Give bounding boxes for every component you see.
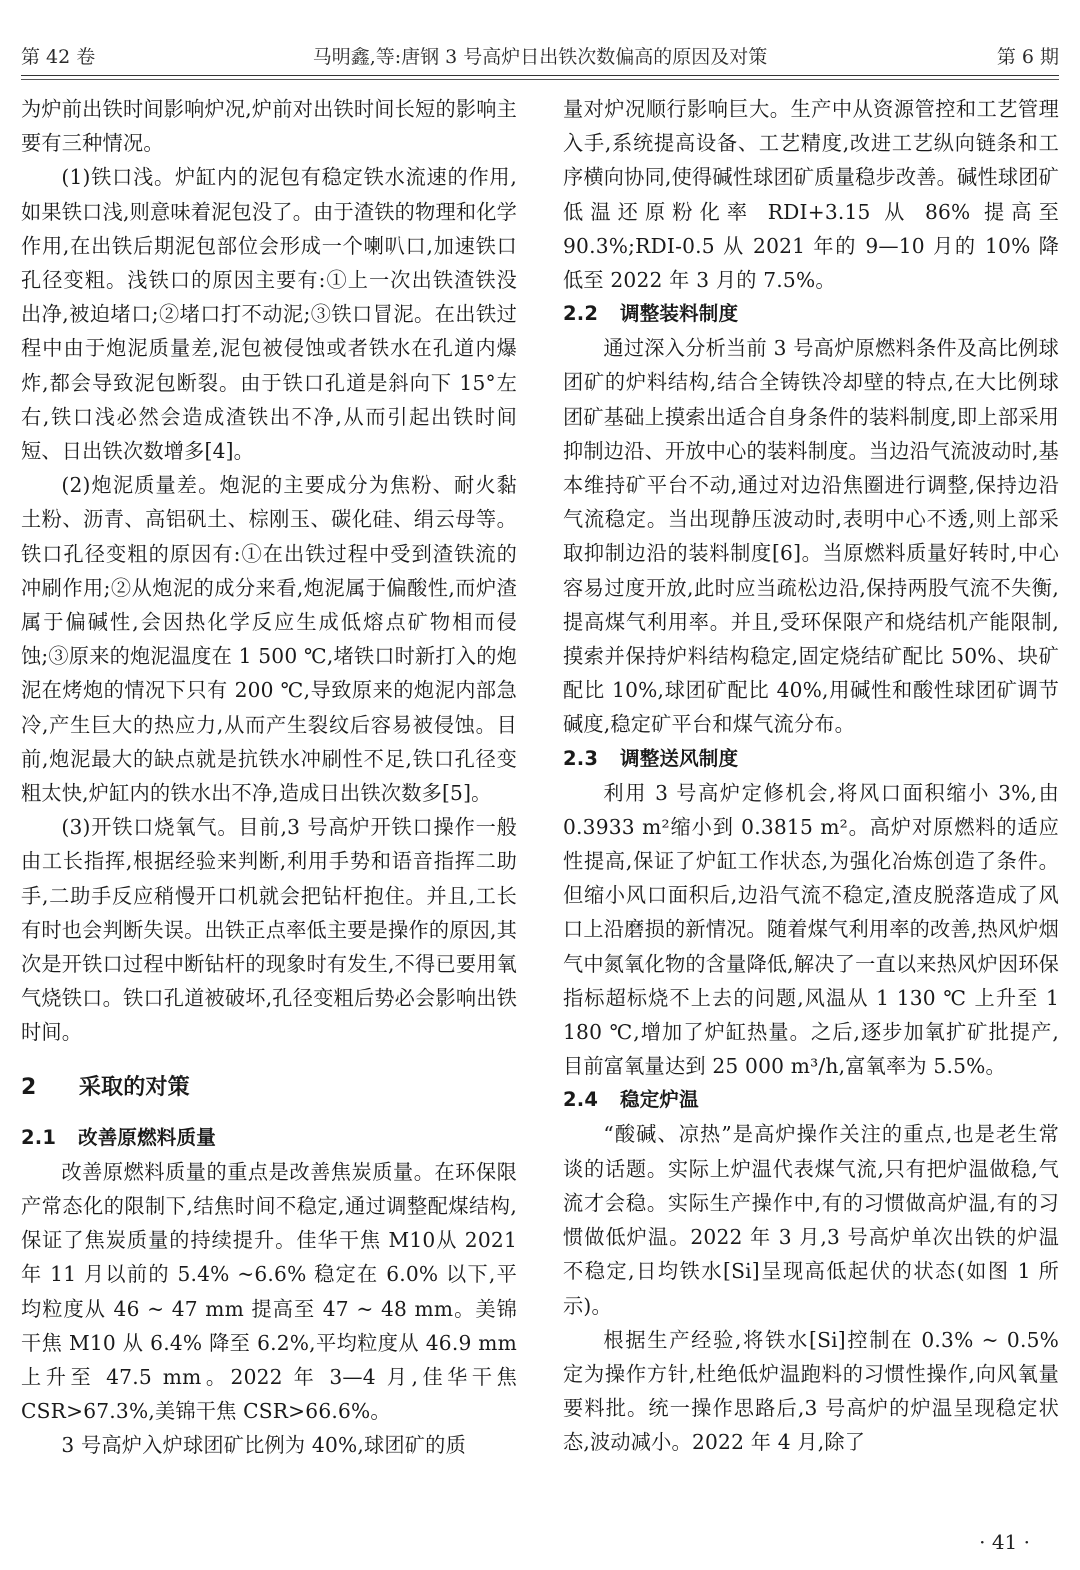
subsection-heading-2-3: [563, 742, 1059, 776]
volume-label: 第 42 卷: [21, 46, 96, 68]
paragraph-raw-fuel: 改善原燃料质量的重点是改善焦炭质量。在环保限产常态化的限制下,结焦时间不稳定,通过调整配煤结构,保证了焦炭质量的持续提升。佳华干焦 M10从 2021 年 11 月以前的 5.4% ~6.6% 稳定在 6.0% 以下,平均粒度从 46 ~ 47 mm 提高至 47 ~ 48 mm。美锦干焦 M10 从 6.4% 降至 6.2%,平均粒度从 46.9 mm 上升至 47.5 mm。2022 年 3—4 月,佳华干焦 CSR>67.3%,美锦干焦 CSR>66.6%。: [21, 1159, 517, 1424]
subsection-number: 2.4: [563, 1088, 599, 1112]
paragraph-si-control: 根据生产经验,将铁水[Si]控制在 0.3% ~ 0.5% 定为操作方针,杜绝低炉温跑料的习惯性操作,向风氧量要料批。统一操作思路后,3 号高炉的炉温呈现稳定状态,波动减小。2022 年 4 月,除了: [563, 1327, 1059, 1455]
paragraph-shallow-taphole: (1)铁口浅。炉缸内的泥包有稳定铁水流速的作用,如果铁口浅,则意味着泥包没了。由于渣铁的物理和化学作用,在出铁后期泥包部位会形成一个喇叭口,加速铁口孔径变粗。浅铁口的原因主要有:①上一次出铁渣铁没出净,被迫堵口;②堵口打不动泥;③铁口冒泥。在出铁过程中由于炮泥质量差,泥包被侵蚀或者铁水在孔道内爆炸,都会导致泥包断裂。由于铁口孔道是斜向下 15°左右,铁口浅必然会造成渣铁出不净,从而引起出铁时间短、日出铁次数增多[4]。: [21, 165, 517, 464]
section-number: 2: [21, 1074, 37, 1100]
right-column: [563, 92, 1059, 1460]
paragraph-clay-quality: (2)炮泥质量差。炮泥的主要成分为焦粉、耐火黏土粉、沥青、高铝矾土、棕刚玉、碳化硅、绢云母等。铁口孔径变粗的原因有:①在出铁过程中受到渣铁流的冲刷作用;②从炮泥的成分来看,炮泥属于偏酸性,而炉渣属于偏碱性,会因热化学反应生成低熔点矿物相而侵蚀;③原来的炮泥温度在 1 500 ℃,堵铁口时新打入的炮泥在烤炮的情况下只有 200 ℃,导致原来的炮泥内部急冷,产生巨大的热应力,从而产生裂纹后容易被侵蚀。目前,炮泥最大的缺点就是抗铁水冲刷性不足,铁口孔径变粗太快,炉缸内的铁水出不净,造成日出铁次数多[5]。: [21, 473, 517, 806]
subsection-heading-2-2: [563, 297, 1059, 331]
subsection-number: 2.3: [563, 746, 599, 770]
left-column: [21, 92, 517, 1463]
paragraph-furnace-temp: “酸碱、凉热”是高炉操作关注的重点,也是老生常谈的话题。实际上炉温代表煤气流,只有把炉温做稳,气流才会稳。实际生产操作中,有的习惯做高炉温,有的习惯做低炉温。2022 年 3 月,3 号高炉单次出铁的炉温不稳定,日均铁水[Si]呈现高低起伏的状态(如图 1 所示)。: [563, 1122, 1059, 1318]
paragraph-charging: 通过深入分析当前 3 号高炉原燃料条件及高比例球团矿的炉料结构,结合全铸铁冷却壁的特点,在大比例球团矿基础上摸索出适合自身条件的装料制度,即上部采用抑制边沿、开放中心的装料制度。当边沿气流波动时,基本维持矿平台不动,通过对边沿焦圈进行调整,保持边沿气流稳定。当出现静压波动时,表明中心不透,则上部采取抑制边沿的装料制度[6]。当原燃料质量好转时,中心容易过度开放,此时应当疏松边沿,保持两股气流不失衡,提高煤气利用率。并且,受环保限产和烧结机产能限制,摸索并保持炉料结构稳定,固定烧结矿配比 50%、块矿配比 10%,球团矿配比 40%,用碱性和酸性球团矿调节碱度,稳定矿平台和煤气流分布。: [563, 336, 1059, 737]
section-title: 采取的对策: [78, 1074, 190, 1100]
paragraph: 为炉前出铁时间影响炉况,炉前对出铁时间长短的影响主要有三种情况。: [21, 97, 517, 156]
running-head: [21, 40, 1059, 74]
paragraph-pellet: 3 号高炉入炉球团矿比例为 40%,球团矿的质: [61, 1433, 466, 1458]
subsection-number: 2.1: [21, 1125, 57, 1149]
subsection-title: 稳定炉温: [620, 1088, 699, 1112]
subsection-title: 调整装料制度: [620, 302, 739, 326]
section-heading-2: [21, 1071, 517, 1105]
subsection-title: 改善原燃料质量: [78, 1125, 216, 1149]
subsection-title: 调整送风制度: [620, 746, 739, 770]
page-number: · 41 ·: [979, 1530, 1030, 1554]
subsection-heading-2-1: [21, 1121, 517, 1155]
paragraph-oxygen-burning: (3)开铁口烧氧气。目前,3 号高炉开铁口操作一般由工长指挥,根据经验来判断,利用手势和语音指挥二助手,二助手反应稍慢开口机就会把钻杆抱住。并且,工长有时也会判断失误。出铁正点率低主要是操作的原因,其次是开铁口过程中断钻杆的现象时有发生,不得已要用氧气烧铁口。铁口孔道被破坏,孔径变粗后势必会影响出铁时间。: [21, 815, 517, 1045]
header-rule-thin: [21, 79, 1059, 80]
paragraph-pellet-cont: 量对炉况顺行影响巨大。生产中从资源管控和工艺管理入手,系统提高设备、工艺精度,改进工艺纵向链条和工序横向协同,使得碱性球团矿质量稳步改善。碱性球团矿低温还原粉化率 RDI+3.15 从 86% 提高至 90.3%;RDI-0.5 从 2021 年的 9—10 月的 10% 降低至 2022 年 3 月的 7.5%。: [563, 97, 1059, 293]
subsection-heading-2-4: [563, 1083, 1059, 1117]
subsection-number: 2.2: [563, 302, 599, 326]
issue-label: 第 6 期: [996, 46, 1059, 68]
article-title-header: 马明鑫,等:唐钢 3 号高炉日出铁次数偏高的原因及对策: [312, 46, 768, 68]
paragraph-blast: 利用 3 号高炉定修机会,将风口面积缩小 3%,由 0.3933 m²缩小到 0.3815 m²。高炉对原燃料的适应性提高,保证了炉缸工作状态,为强化冶炼创造了条件。但缩小风口面积后,边沿气流不稳定,渣皮脱落造成了风口上沿磨损的新情况。随着煤气利用率的改善,热风炉烟气中氮氧化物的含量降低,解决了一直以来热风炉因环保指标超标烧不上去的问题,风温从 1 130 ℃ 上升至 1 180 ℃,增加了炉缸热量。之后,逐步加氧扩矿批提产,目前富氧量达到 25 000 m³/h,富氧率为 5.5%。: [563, 780, 1059, 1079]
header-rule-thick: [21, 75, 1059, 76]
